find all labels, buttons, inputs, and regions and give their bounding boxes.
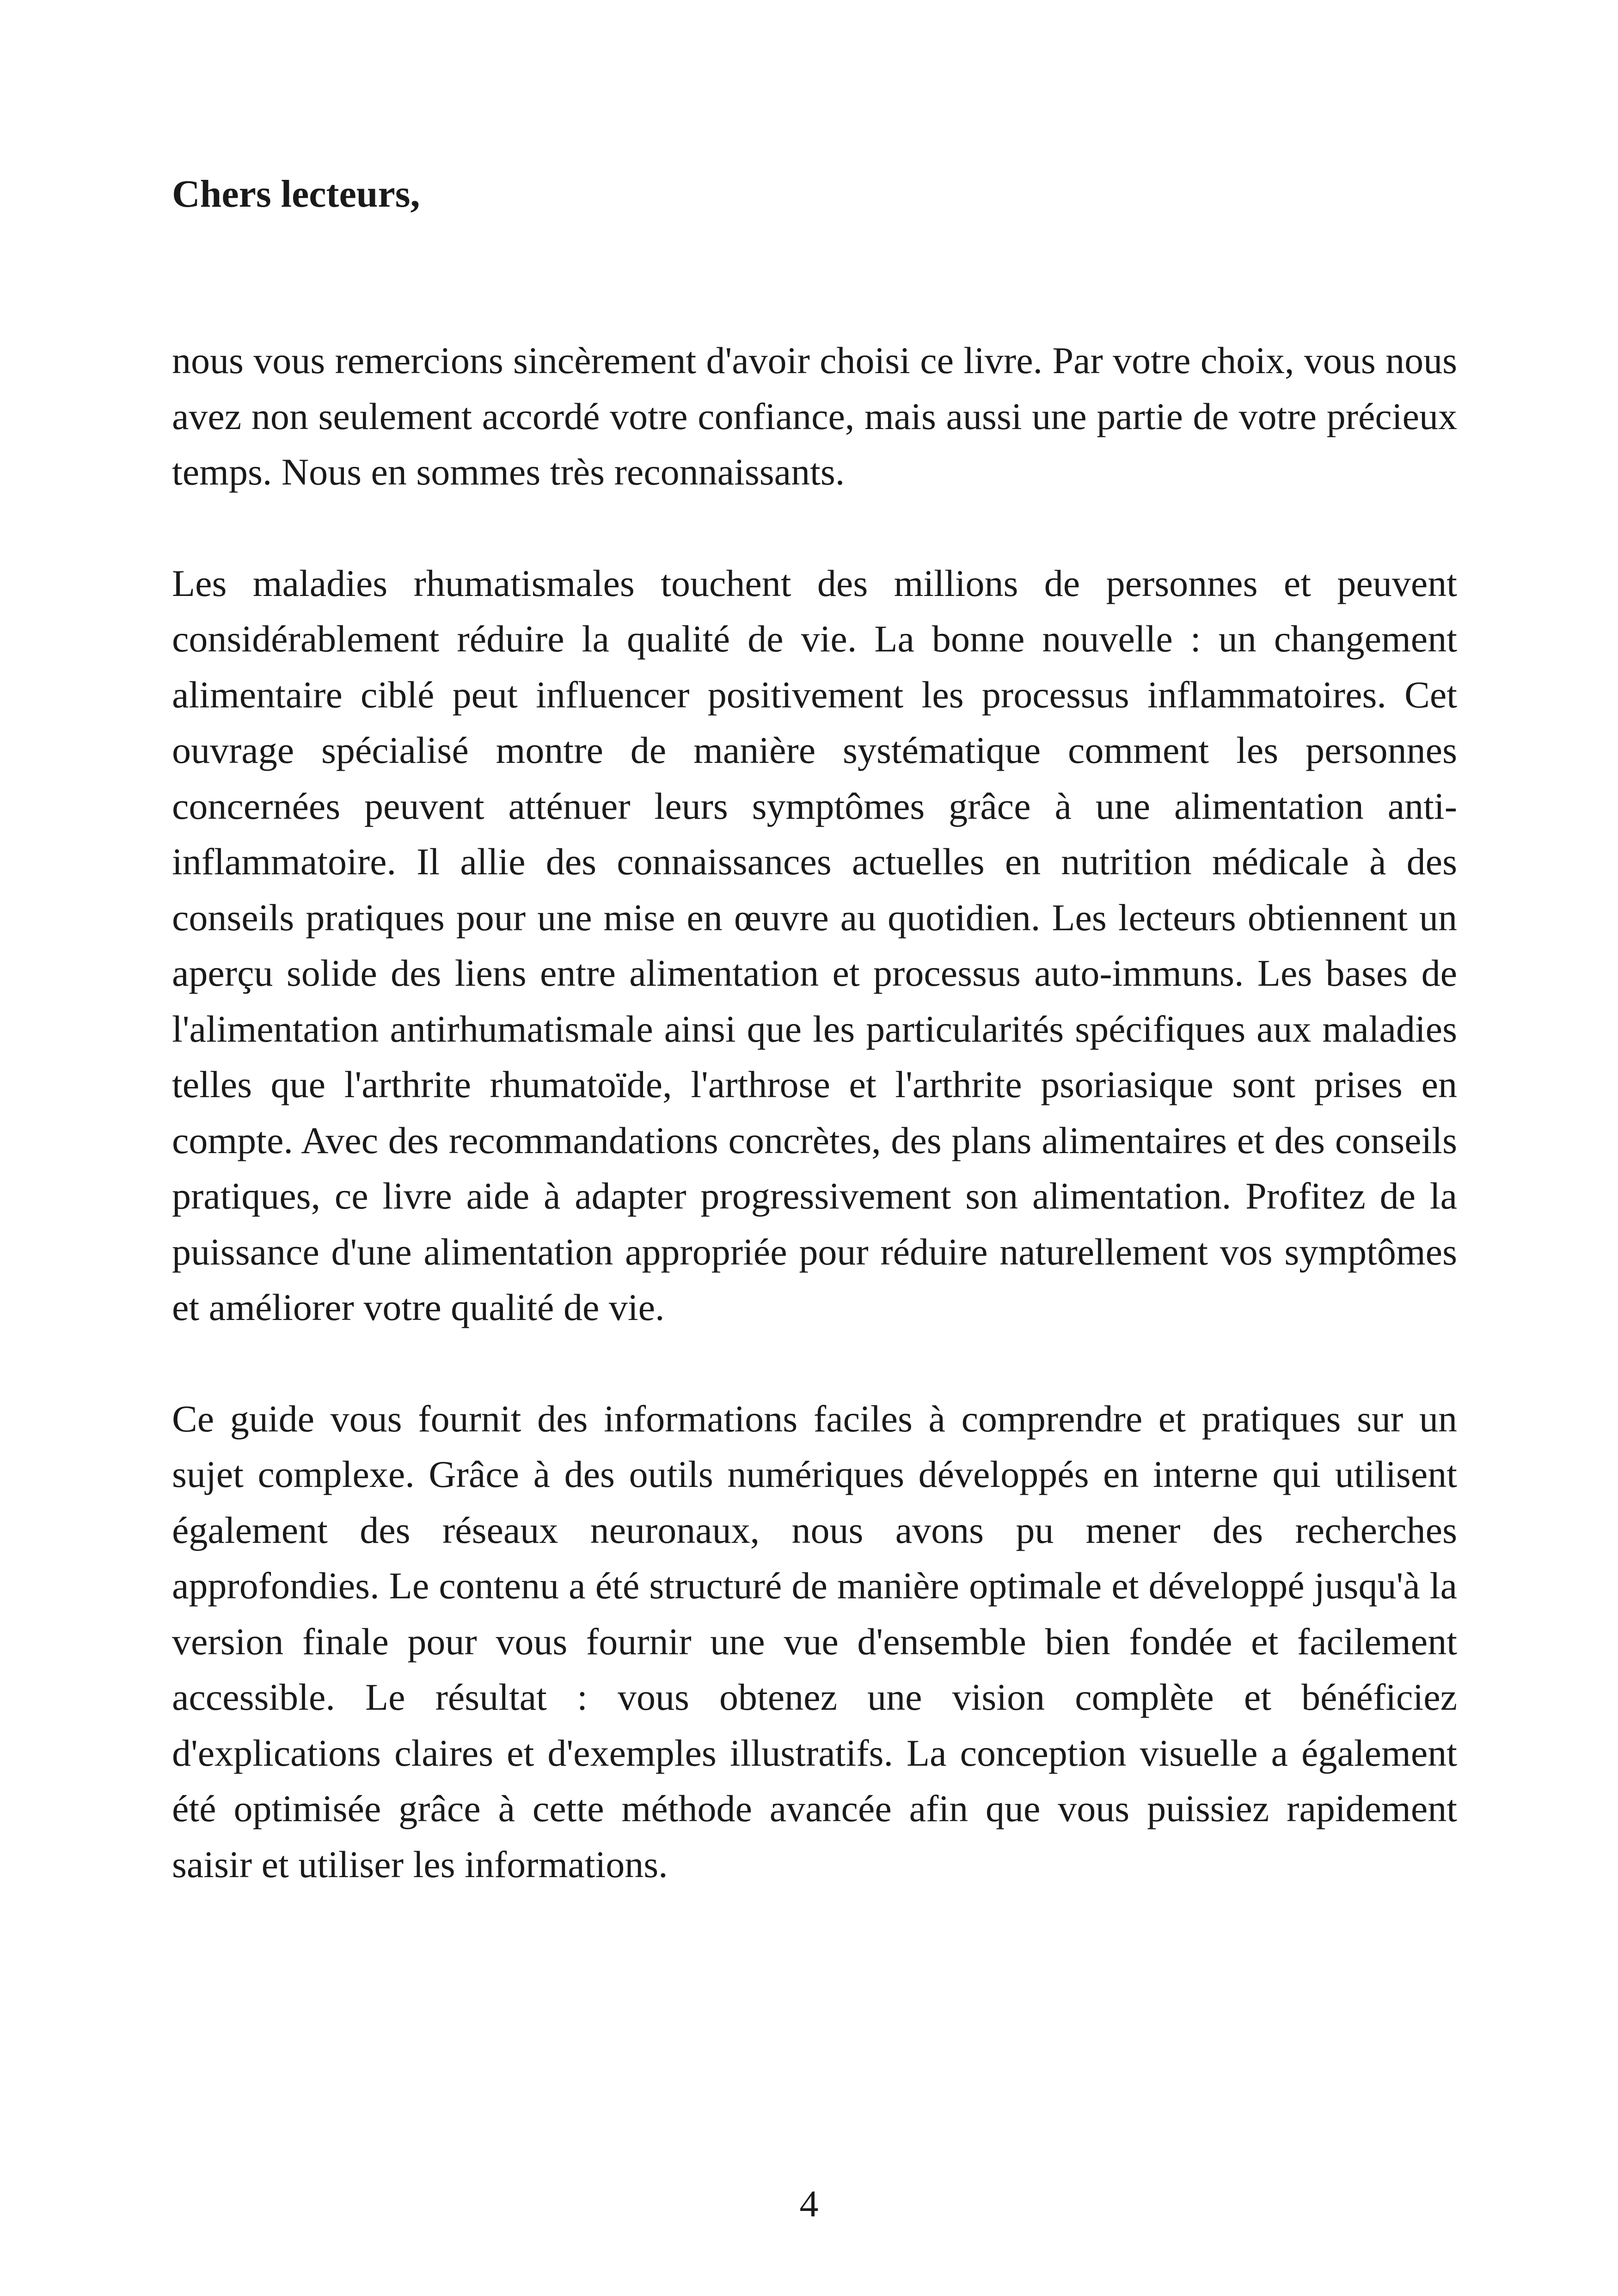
paragraph-book-summary: Les maladies rhumatismales touchent des millions de personnes et peuvent considérablement réduire la qualité de vie. La bonne nouvelle : un changement alimentaire ciblé peut influencer positivement les processus inflammatoires. Cet ouvrage spécialisé montre de manière systématique comment les personnes concernées peuvent atténuer leurs symptômes grâce à une alimentation anti-inflammatoire. Il allie des connaissances actuelles en nutrition médicale à des conseils pratiques pour une mise en œuvre au quotidien. Les lecteurs obtiennent un aperçu solide des liens entre alimentation et processus auto-immuns. Les bases de l'alimentation antirhumatismale ainsi que les particularités spécifiques aux maladies telles que l'arthrite rhumatoïde, l'arthrose et l'arthrite psoriasique sont prises en compte. Avec des recommandations concrètes, des plans alimentaires et des conseils pratiques, ce livre aide à adapter progressivement son alimentation. Profitez de la puissance d'une alimentation appropriée pour réduire naturellement vos symptômes et améliorer votre qualité de vie. [172, 562, 1457, 1328]
page-number: 4 [799, 2183, 819, 2225]
paragraph-thanks: nous vous remercions sincèrement d'avoir choisi ce livre. Par votre choix, vous nous avez non seulement accordé votre confiance, mais aussi une partie de votre précieux temps. Nous en sommes très reconnaissants. [172, 339, 1457, 493]
paragraph-guide-method: Ce guide vous fournit des informations faciles à comprendre et pratiques sur un sujet complexe. Grâce à des outils numériques développés en interne qui utilisent également des réseaux neuronaux, nous avons pu mener des recherches approfondies. Le contenu a été structuré de manière optimale et développé jusqu'à la version finale pour vous fournir une vue d'ensemble bien fondée et facilement accessible. Le résultat : vous obtenez une vision complète et bénéficiez d'explications claires et d'exemples illustratifs. La conception visuelle a également été optimisée grâce à cette méthode avancée afin que vous puissiez rapidement saisir et utiliser les informations. [172, 1397, 1457, 1885]
salutation-heading: Chers lecteurs, [172, 172, 420, 215]
body-text [172, 333, 1457, 1948]
